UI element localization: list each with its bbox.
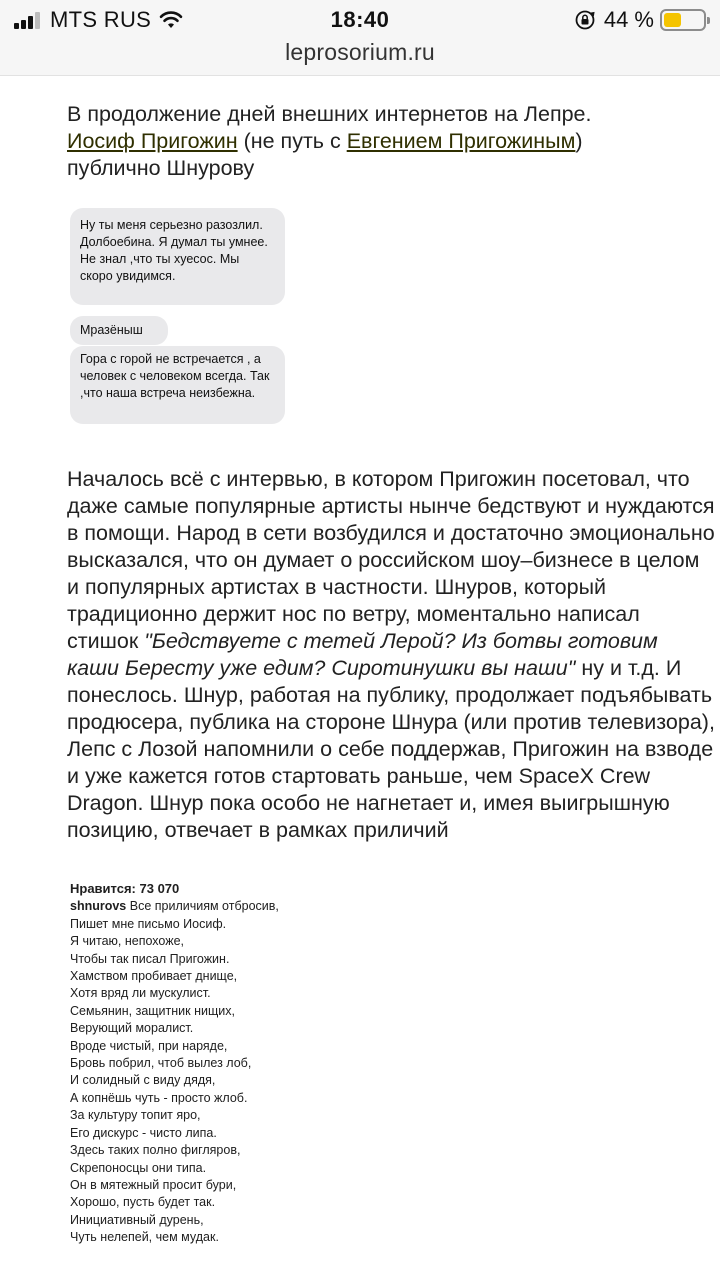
poem-line: Чуть нелепей, чем мудак.	[70, 1230, 219, 1245]
poem-line: Хорошо, пусть будет так.	[70, 1195, 216, 1210]
poem-line: Вроде чистый, при наряде,	[70, 1038, 228, 1053]
poem-line: Его дискурс - чисто липа.	[70, 1125, 217, 1140]
status-right	[574, 7, 706, 33]
address-bar[interactable]: leprosorium.ru	[285, 39, 435, 65]
chat-bubble: Гора с горой не встречается , а человек с человеком всегда. Так ,что наша встреча неизбежна.	[70, 346, 285, 424]
poem-line: За культуру топит яро,	[70, 1108, 201, 1123]
intro-text: В продолжение дней внешних интернетов на Лепре.	[67, 102, 592, 126]
poem-line: Бровь побрил, чтоб вылез лоб,	[70, 1056, 252, 1071]
battery-percent: 44 %	[603, 7, 654, 32]
chat-screenshot	[70, 208, 300, 428]
poem-line: И солидный с виду дядя,	[70, 1073, 216, 1088]
link-iosif-prigozhin[interactable]: Иосиф Пригожин	[67, 129, 238, 153]
poem-line: Скрепоносцы они типа.	[70, 1160, 207, 1175]
poem-line: А копнёшь чуть - просто жлоб.	[70, 1090, 248, 1105]
likes-count: Нравится: 73 070	[70, 881, 180, 896]
poem-line: Все приличиям отбросив,	[126, 899, 279, 914]
poem-line: Здесь таких полно фигляров,	[70, 1143, 241, 1158]
carrier-name: MTS RUS	[50, 7, 152, 32]
poem-line: Он в мятежный просит бури,	[70, 1177, 237, 1192]
intro-text-3: )	[575, 129, 583, 153]
poem-line: Пишет мне письмо Иосиф.	[70, 916, 227, 931]
poem-first-line	[70, 898, 370, 915]
rotation-lock-icon	[574, 9, 596, 31]
post-author: shnurovs	[70, 899, 127, 914]
intro-paragraph	[67, 101, 707, 182]
top-bar	[0, 0, 720, 76]
link-evgeny-prigozhin[interactable]: Евгением Пригожиным	[346, 129, 576, 153]
intro-text-4: публично Шнурову	[67, 156, 255, 180]
poem-line: Верующий моралист.	[70, 1021, 194, 1036]
body-paragraph	[67, 466, 715, 844]
poem-line: Чтобы так писал Пригожин.	[70, 951, 230, 966]
poem-line: Я читаю, непохоже,	[70, 934, 184, 949]
poem-line: Инициативный дурень,	[70, 1212, 204, 1227]
poem-line: Хамством пробивает днище,	[70, 969, 238, 984]
instagram-post-screenshot	[70, 880, 370, 1247]
body-text-2: ну и т.д. И понеслось. Шнур, работая на публику, продолжает подъябывать продюсера, публика на стороне Шнура (или против телевизора), Лепс с Лозой напомнили о себе поддержав, Пригожин на взводе и уже кажется готов стартовать раньше, чем SpaceX Crew Dragon. Шнур пока особо не нагнетает и, имея выигрышную позицию, отвечает в рамках приличий	[67, 656, 715, 842]
clock: 18:40	[330, 7, 390, 32]
battery-icon	[660, 9, 706, 31]
intro-text-2: (не путь с	[237, 129, 347, 153]
battery-fill	[664, 13, 681, 27]
chat-bubble: Мразёныш	[70, 316, 168, 345]
body-text: Началось всё с интервью, в котором Пригожин посетовал, что даже самые популярные артисты нынче бедствуют и нуждаются в помощи. Народ в сети возбудился и достаточно эмоционально высказался, что он думает о российском шоу–бизнесе в целом и популярных артистах в частности. Шнуров, который традиционно держит нос по ветру, моментально написал стишок	[67, 467, 715, 653]
status-bar	[0, 0, 720, 40]
poem-line: Хотя вряд ли мускулист.	[70, 986, 211, 1001]
chat-bubble: Ну ты меня серьезно разозлил. Долбоебина. Я думал ты умнее. Не знал ,что ты хуесос. Мы скоро увидимся.	[70, 208, 285, 305]
poem-line: Семьянин, защитник нищих,	[70, 1003, 235, 1018]
body-quote: "Бедствуете с тетей Лерой? Из ботвы готовим каши Бересту уже едим? Сиротинушки вы наши"	[67, 629, 658, 680]
